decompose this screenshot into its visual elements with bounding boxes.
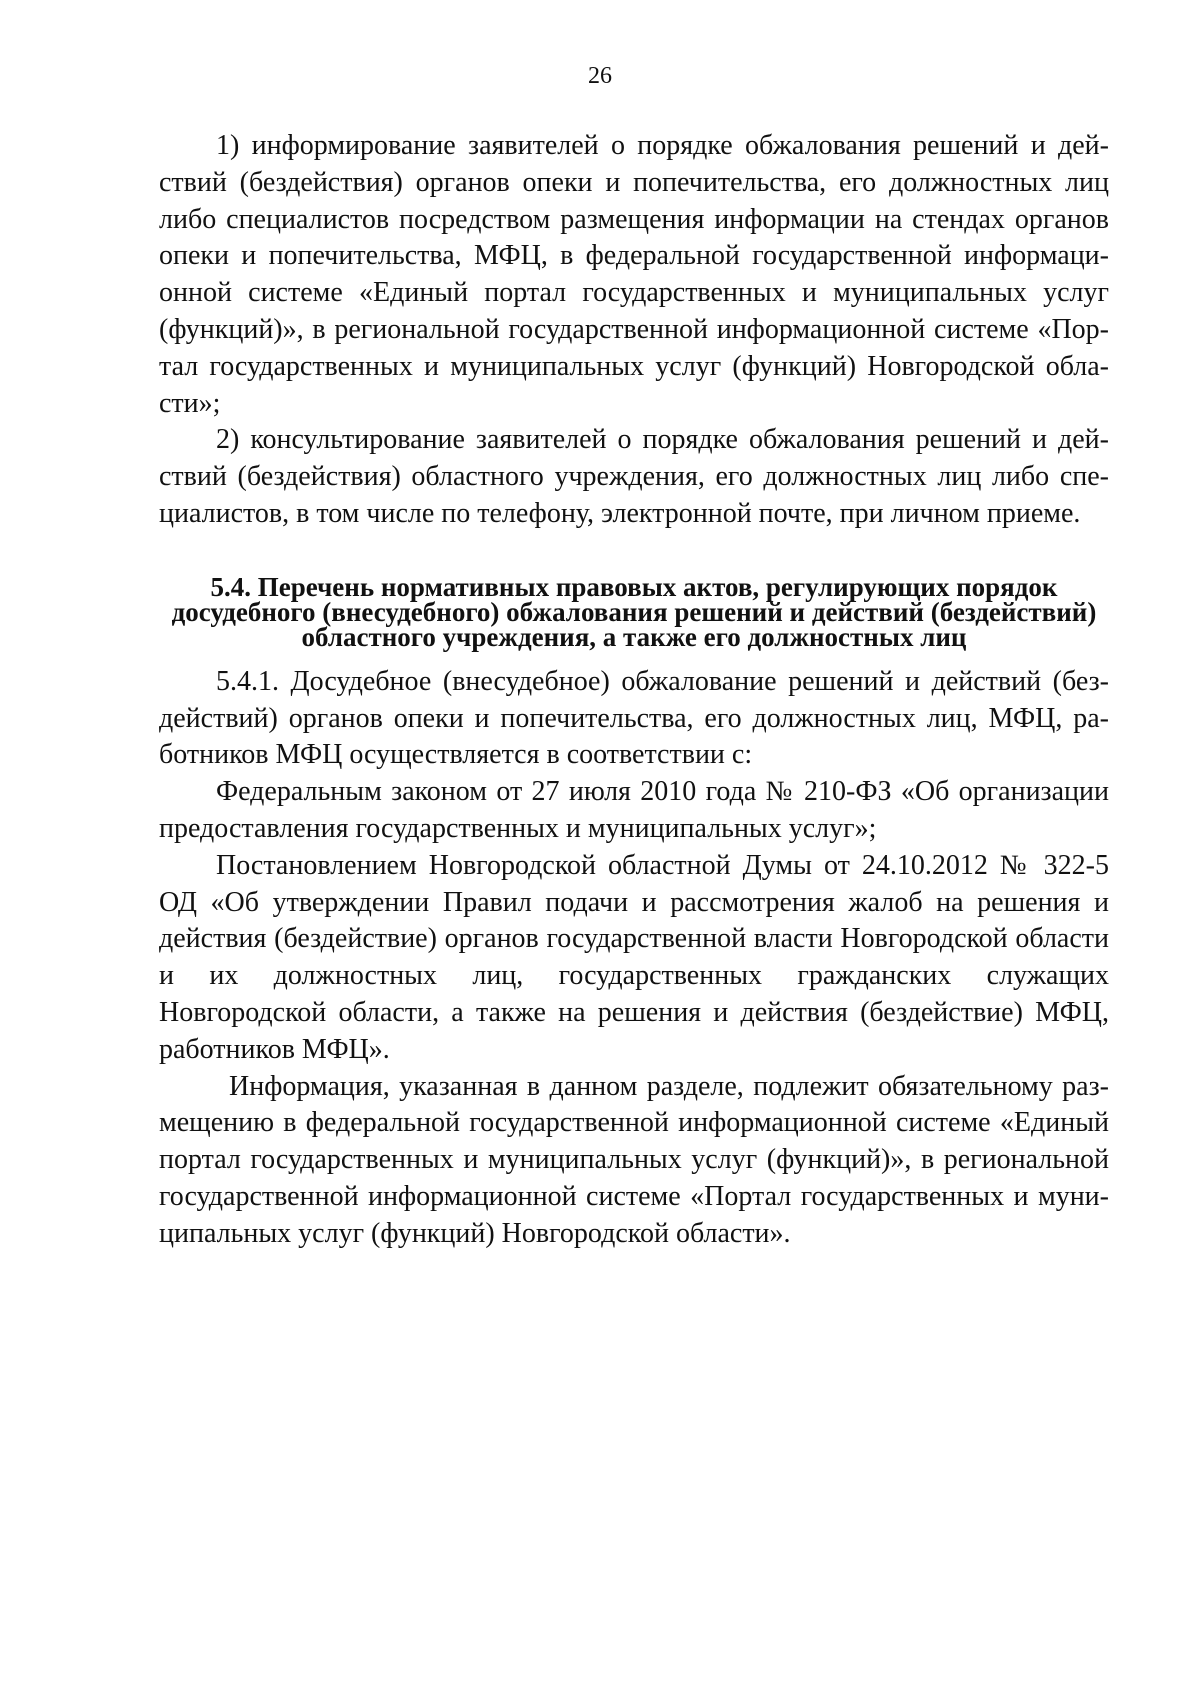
paragraph-5-4-1: 5.4.1. Досудебное (внесудебное) обжалование решений и действий (бездействий) органов опеки и попечительства, его должностных лиц, МФЦ, работников МФЦ осуществляется в соответствии с:	[159, 665, 1109, 771]
list-item-consulting: 2) консультирование заявителей о порядке обжалования решений и действий (бездействия) областного учреждения, его должностных лиц либо специалистов, в том числе по телефону, электронной почте, при личном приеме.	[159, 424, 1109, 529]
paragraph-federal-law: Федеральным законом от 27 июля 2010 года № 210-ФЗ «Об организации предоставления государственных и муниципальных услуг»;	[159, 776, 1109, 844]
paragraph-information-placement: Информация, указанная в данном разделе, подлежит обязательному размещению в федеральной государственной информационной системе «Единый портал государственных и муниципальных услуг (функций)», в региональной государственной информационной системе «Портал государственных и муниципальных услуг (функций) Новгородской области».	[159, 1070, 1109, 1249]
page-number: 26	[588, 63, 612, 89]
list-item-informing: 1) информирование заявителей о порядке обжалования решений и действий (бездействия) органов опеки и попечительства, его должностных лиц либо специалистов посредством размещения информации на стендах органов опеки и попечительства, МФЦ, в федеральной государственной информационной системе «Единый портал государственных и муниципальных услуг (функций)», в региональной государственной информационной системе «Портал государственных и муниципальных услуг (функций) Новгородской области»;	[159, 130, 1109, 419]
section-heading: 5.4. Перечень нормативных правовых актов, регулирующих порядок досудебного (внесудебного) обжалования решений и действий (бездействий) областного учреждения, а также его должностных лиц	[171, 571, 1097, 652]
page-body	[159, 128, 1109, 1253]
heading-spacer	[159, 650, 1109, 664]
paragraph-resolution: Постановлением Новгородской областной Думы от 24.10.2012 № 322-5 ОД «Об утверждении Правил подачи и рассмотрения жалоб на решения и действия (бездействие) органов государственной власти Новгородской области и их должностных лиц, государственных гражданских служащих Новгородской области, а также на решения и действия (бездействие) МФЦ, работников МФЦ».	[159, 849, 1109, 1065]
